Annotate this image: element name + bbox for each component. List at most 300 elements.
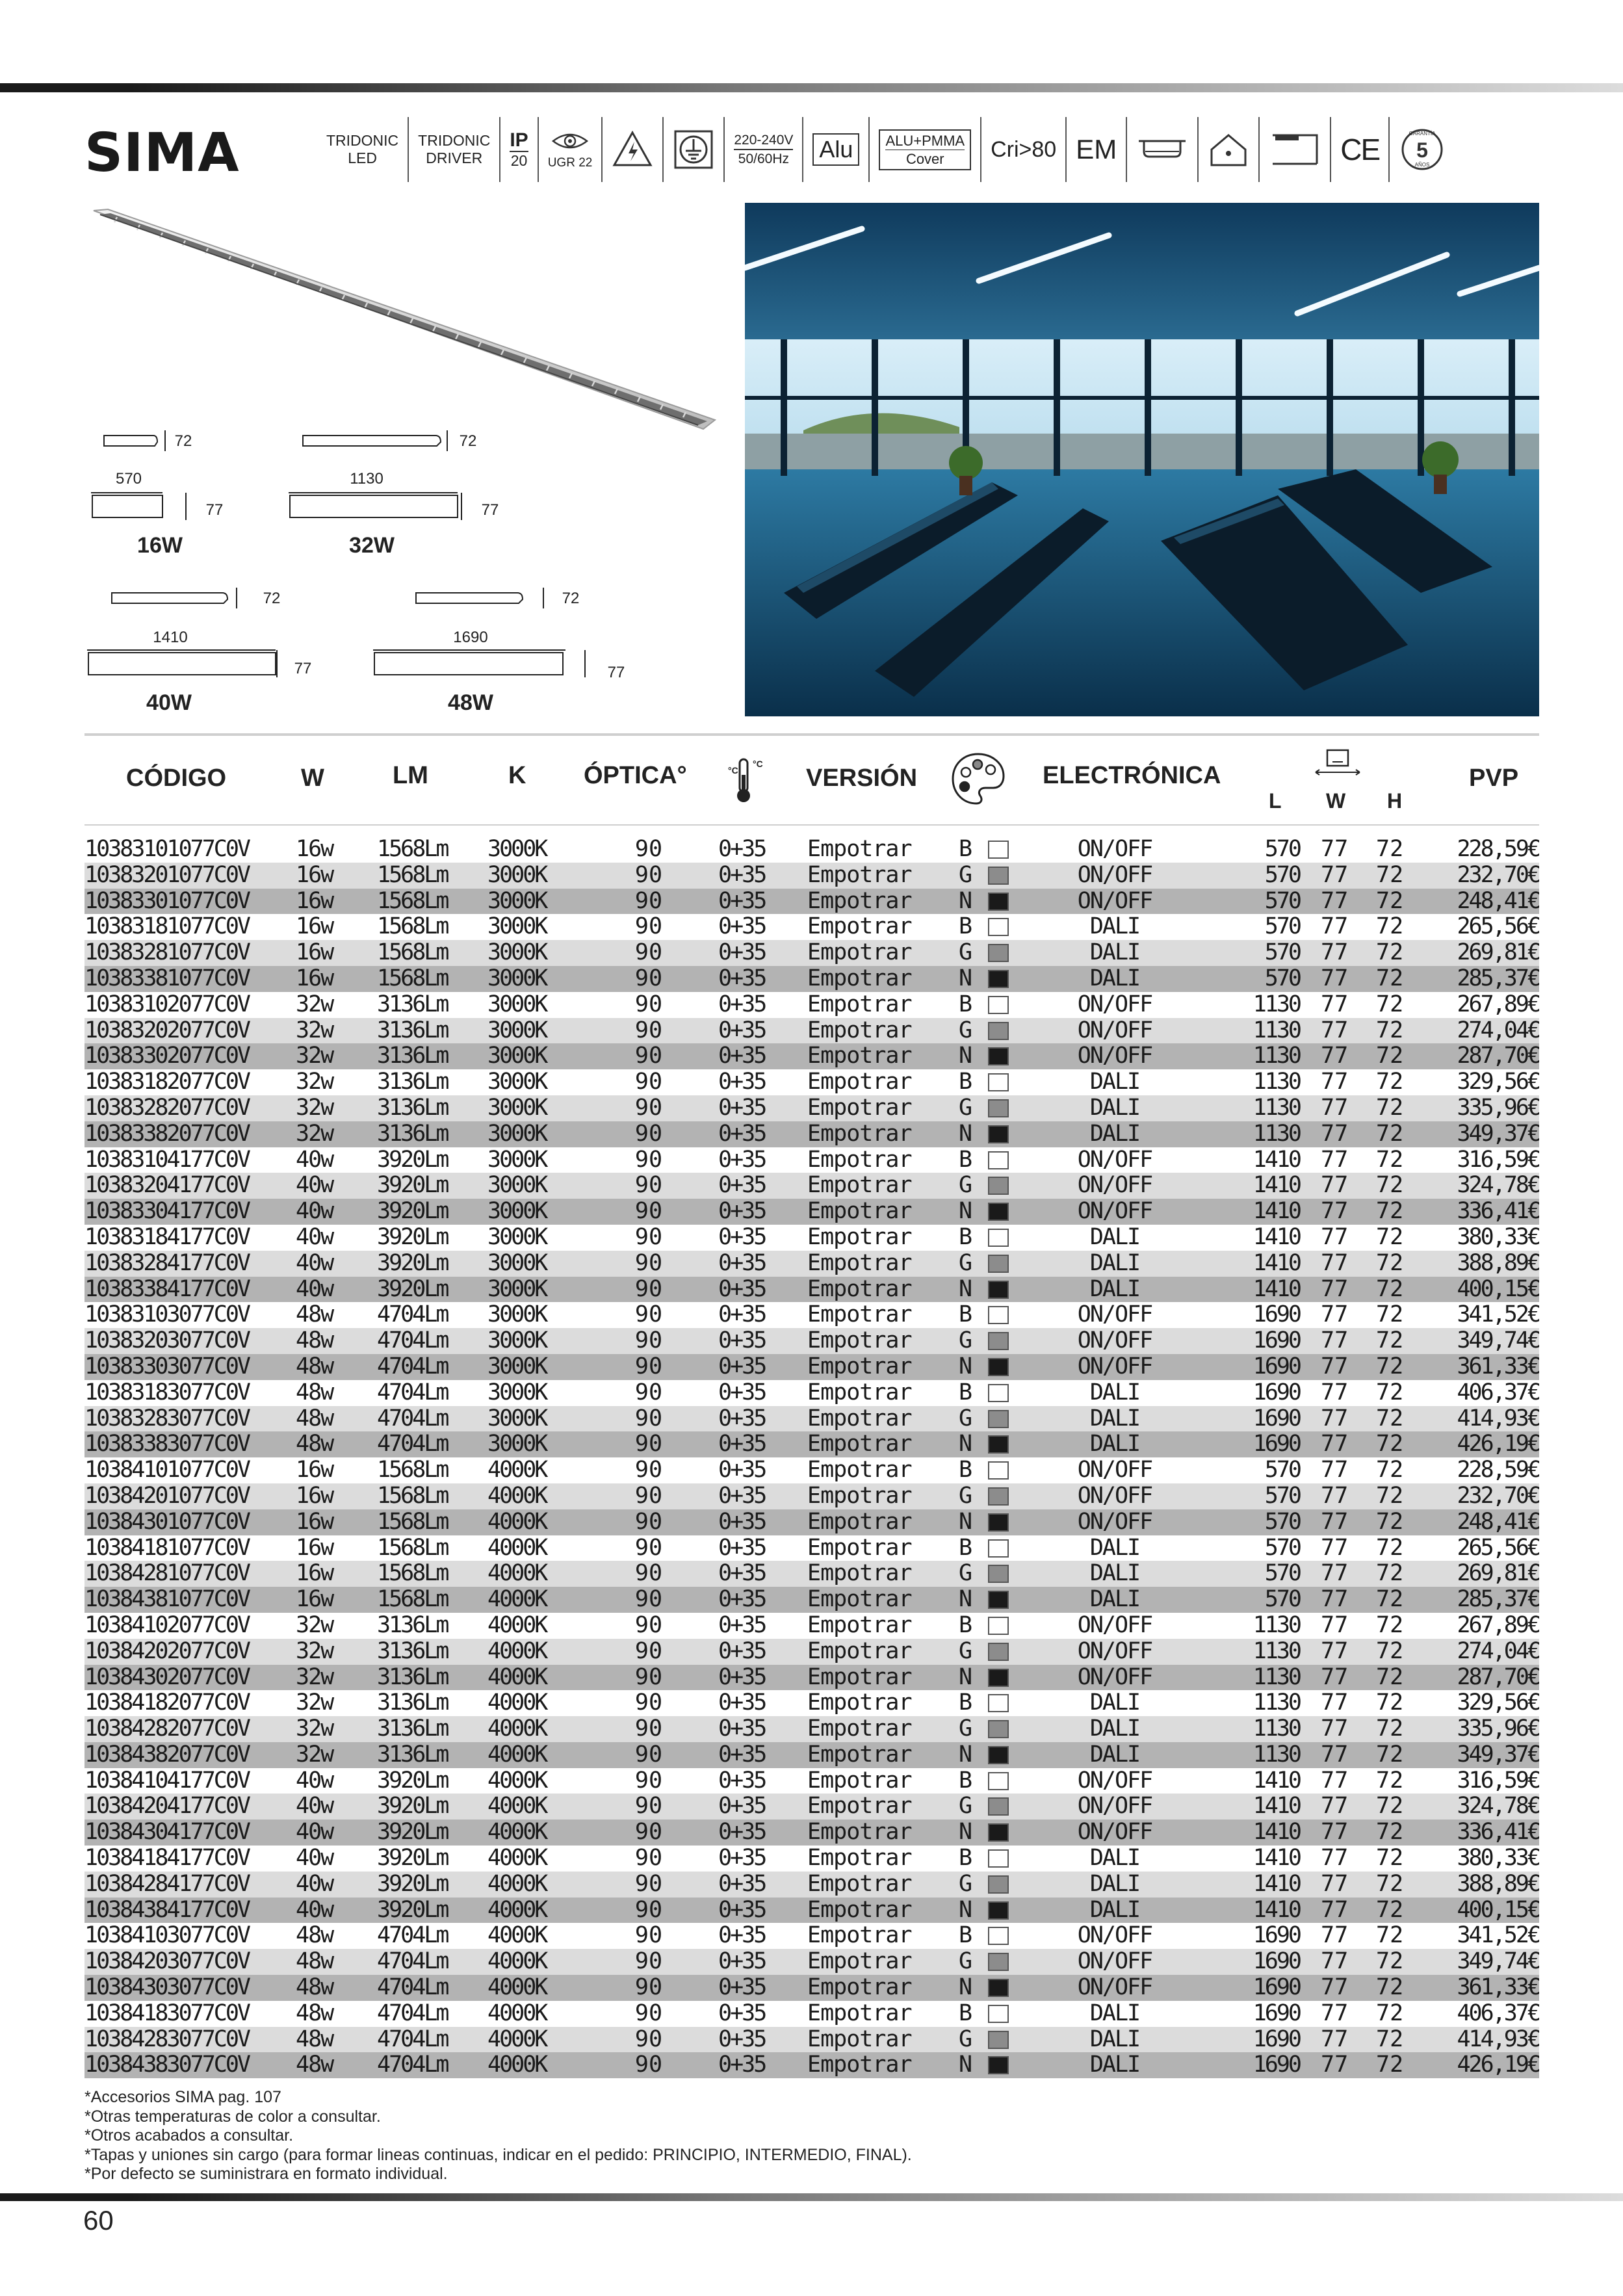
cell-optica: 90: [634, 913, 663, 940]
cell-codigo: 10384301077C0V: [84, 1508, 250, 1535]
cell-largo: 1130: [1253, 1094, 1300, 1121]
cell-potencia: 32w: [296, 1611, 333, 1638]
cell-electronica: DALI: [1089, 1405, 1140, 1431]
cell-potencia: 40w: [296, 1275, 333, 1302]
cell-acabado: B: [959, 1767, 973, 1794]
cell-pvp: 324,78€: [1457, 1172, 1539, 1199]
col-h: H: [1387, 789, 1403, 813]
table-row: [84, 1018, 1539, 1044]
cell-pvp: 267,89€: [1457, 991, 1539, 1017]
cell-codigo: 10383384177C0V: [84, 1275, 250, 1302]
cell-temperatura-color: 3000K: [487, 1172, 547, 1199]
cell-temperatura-color: 4000K: [487, 1793, 547, 1820]
cell-codigo: 10384202077C0V: [84, 1637, 250, 1664]
cell-ancho: 77: [1321, 1172, 1349, 1199]
finish-swatch: [988, 1435, 1009, 1454]
cell-codigo: 10384303077C0V: [84, 1974, 250, 2001]
cell-electronica: ON/OFF: [1077, 1948, 1152, 1975]
cell-ancho: 77: [1321, 1353, 1349, 1379]
cell-temperatura-color: 3000K: [487, 836, 547, 862]
cell-optica: 90: [634, 1715, 663, 1742]
cell-ancho: 77: [1321, 1249, 1349, 1276]
cell-alto: 72: [1376, 1146, 1404, 1173]
cell-alto: 72: [1376, 1249, 1404, 1276]
cell-ancho: 77: [1321, 1715, 1349, 1742]
cell-lumenes: 3920Lm: [377, 1845, 448, 1872]
cell-alto: 72: [1376, 1379, 1404, 1405]
cell-electronica: ON/OFF: [1077, 1043, 1152, 1069]
cell-acabado: N: [959, 887, 973, 914]
cell-lumenes: 4704Lm: [377, 1948, 448, 1975]
cell-codigo: 10384102077C0V: [84, 1611, 250, 1638]
cell-electronica: ON/OFF: [1077, 1637, 1152, 1664]
cell-ancho: 77: [1321, 1534, 1349, 1561]
cell-largo: 1130: [1253, 1715, 1300, 1742]
cell-acabado: G: [959, 1172, 973, 1199]
table-row: [84, 1302, 1539, 1328]
cell-largo: 1690: [1253, 1974, 1300, 2001]
cell-codigo: 10384204177C0V: [84, 1793, 250, 1820]
table-row: [84, 1716, 1539, 1742]
cell-potencia: 16w: [296, 887, 333, 914]
cell-codigo: 10384382077C0V: [84, 1741, 250, 1768]
cell-acabado: B: [959, 1379, 973, 1405]
finish-swatch: [988, 1539, 1009, 1558]
cell-lumenes: 1568Lm: [377, 836, 448, 862]
note-1: *Accesorios SIMA pag. 107: [84, 2088, 281, 2106]
cell-alto: 72: [1376, 1586, 1404, 1613]
cell-alto: 72: [1376, 1741, 1404, 1768]
cell-potencia: 32w: [296, 1715, 333, 1742]
cell-temperatura-color: 3000K: [487, 1249, 547, 1276]
cell-largo: 1690: [1253, 1301, 1300, 1328]
cell-alto: 72: [1376, 991, 1404, 1017]
cell-temperatura-ambiente: 0+35: [718, 1534, 766, 1561]
cell-ancho: 77: [1321, 1275, 1349, 1302]
cell-potencia: 16w: [296, 1586, 333, 1613]
cell-version: Empotrar: [807, 1172, 912, 1199]
cell-pvp: 285,37€: [1457, 1586, 1539, 1613]
cell-codigo: 10384182077C0V: [84, 1689, 250, 1716]
col-optica: ÓPTICA°: [584, 762, 687, 789]
cell-pvp: 414,93€: [1457, 2026, 1539, 2052]
finish-swatch: [988, 1099, 1009, 1117]
finish-swatch: [988, 1281, 1009, 1299]
table-row: [84, 1043, 1539, 1069]
cell-optica: 90: [634, 1767, 663, 1794]
cell-version: Empotrar: [807, 1560, 912, 1587]
cell-version: Empotrar: [807, 1327, 912, 1354]
cell-ancho: 77: [1321, 1120, 1349, 1147]
cell-acabado: G: [959, 861, 973, 888]
cell-lumenes: 3136Lm: [377, 991, 448, 1017]
dim-32w-power: 32W: [349, 533, 395, 558]
cell-potencia: 48w: [296, 1301, 333, 1328]
cell-acabado: G: [959, 1637, 973, 1664]
table-row: [84, 1069, 1539, 1095]
col-wd: W: [1326, 789, 1346, 813]
cell-lumenes: 3136Lm: [377, 1663, 448, 1690]
dim-40w-power: 40W: [146, 690, 192, 715]
finish-swatch: [988, 1875, 1009, 1894]
cell-potencia: 40w: [296, 1198, 333, 1225]
cell-version: Empotrar: [807, 1223, 912, 1250]
cell-acabado: N: [959, 1120, 973, 1147]
cell-temperatura-ambiente: 0+35: [718, 1560, 766, 1587]
cell-ancho: 77: [1321, 1379, 1349, 1405]
cell-electronica: DALI: [1089, 1896, 1140, 1923]
cell-lumenes: 4704Lm: [377, 1353, 448, 1379]
warning-triangle-icon: [612, 129, 653, 170]
cell-electronica: ON/OFF: [1077, 1611, 1152, 1638]
finish-swatch: [988, 1203, 1009, 1221]
cell-acabado: B: [959, 1301, 973, 1328]
cell-version: Empotrar: [807, 1948, 912, 1975]
cell-codigo: 10383282077C0V: [84, 1094, 250, 1121]
cell-largo: 1410: [1253, 1767, 1300, 1794]
table-row: [84, 1820, 1539, 1846]
cell-electronica: DALI: [1089, 1431, 1140, 1457]
cell-acabado: N: [959, 1275, 973, 1302]
cell-pvp: 287,70€: [1457, 1043, 1539, 1069]
cell-largo: 1130: [1253, 1017, 1300, 1043]
cell-electronica: DALI: [1089, 1094, 1140, 1121]
cell-ancho: 77: [1321, 1767, 1349, 1794]
cell-lumenes: 1568Lm: [377, 965, 448, 991]
cell-electronica: DALI: [1089, 1120, 1140, 1147]
cell-alto: 72: [1376, 2026, 1404, 2052]
tridonic-driver-line1: TRIDONIC: [418, 132, 491, 149]
cell-pvp: 349,74€: [1457, 1327, 1539, 1354]
table-row: [84, 2027, 1539, 2053]
cell-pvp: 267,89€: [1457, 1611, 1539, 1638]
cell-largo: 1410: [1253, 1198, 1300, 1225]
cell-temperatura-ambiente: 0+35: [718, 1663, 766, 1690]
svg-text:°C: °C: [728, 765, 738, 776]
cell-version: Empotrar: [807, 1896, 912, 1923]
cell-electronica: ON/OFF: [1077, 1482, 1152, 1509]
cell-acabado: N: [959, 2052, 973, 2078]
cell-alto: 72: [1376, 1870, 1404, 1897]
cell-optica: 90: [634, 1223, 663, 1250]
cell-optica: 90: [634, 1198, 663, 1225]
finish-swatch: [988, 1358, 1009, 1376]
cell-potencia: 32w: [296, 1017, 333, 1043]
tridonic-led-line2: LED: [348, 150, 377, 166]
cell-temperatura-color: 4000K: [487, 1663, 547, 1690]
finish-swatch: [988, 1410, 1009, 1428]
cell-codigo: 10384184177C0V: [84, 1845, 250, 1872]
cell-temperatura-color: 4000K: [487, 1948, 547, 1975]
cell-largo: 1130: [1253, 1741, 1300, 1768]
tridonic-driver-line2: DRIVER: [426, 150, 483, 166]
cell-largo: 1410: [1253, 1896, 1300, 1923]
cell-potencia: 48w: [296, 2026, 333, 2052]
cell-pvp: 380,33€: [1457, 1845, 1539, 1872]
cell-temperatura-color: 3000K: [487, 1405, 547, 1431]
cell-alto: 72: [1376, 2052, 1404, 2078]
cell-codigo: 10383181077C0V: [84, 913, 250, 940]
cell-version: Empotrar: [807, 836, 912, 862]
cell-electronica: ON/OFF: [1077, 1767, 1152, 1794]
dim-32w-length: 1130: [350, 470, 383, 488]
cell-codigo: 10383101077C0V: [84, 836, 250, 862]
house-icon: [1208, 130, 1249, 169]
cell-potencia: 48w: [296, 1974, 333, 2001]
note-3: *Otros acabados a consultar.: [84, 2126, 294, 2145]
cell-acabado: B: [959, 991, 973, 1017]
cell-largo: 1690: [1253, 1948, 1300, 1975]
cell-pvp: 248,41€: [1457, 1508, 1539, 1535]
cell-optica: 90: [634, 1741, 663, 1768]
cell-lumenes: 4704Lm: [377, 1379, 448, 1405]
cell-codigo: 10384203077C0V: [84, 1948, 250, 1975]
cell-optica: 90: [634, 1405, 663, 1431]
cell-lumenes: 3920Lm: [377, 1223, 448, 1250]
cell-alto: 72: [1376, 887, 1404, 914]
cell-temperatura-ambiente: 0+35: [718, 1922, 766, 1949]
electric-class-icon: [601, 117, 662, 182]
cell-pvp: 400,15€: [1457, 1275, 1539, 1302]
cell-potencia: 32w: [296, 1689, 333, 1716]
table-row: [84, 1561, 1539, 1587]
cell-lumenes: 4704Lm: [377, 1405, 448, 1431]
cell-alto: 72: [1376, 1689, 1404, 1716]
cell-alto: 72: [1376, 1301, 1404, 1328]
cell-codigo: 10383284177C0V: [84, 1249, 250, 1276]
finish-swatch: [988, 841, 1009, 859]
dim-40w-length: 1410: [153, 629, 188, 646]
cell-electronica: DALI: [1089, 2026, 1140, 2052]
cell-optica: 90: [634, 1586, 663, 1613]
table-row: [84, 1794, 1539, 1820]
col-lm: LM: [393, 762, 428, 789]
cell-electronica: ON/OFF: [1077, 861, 1152, 888]
cell-acabado: G: [959, 1017, 973, 1043]
cell-ancho: 77: [1321, 939, 1349, 966]
cell-ancho: 77: [1321, 1482, 1349, 1509]
finish-swatch: [988, 2056, 1009, 2074]
voltage-line2: 50/60Hz: [738, 151, 789, 166]
table-row: [84, 1095, 1539, 1121]
cell-potencia: 32w: [296, 1637, 333, 1664]
cell-acabado: G: [959, 1327, 973, 1354]
cell-ancho: 77: [1321, 965, 1349, 991]
col-electronica: ELECTRÓNICA: [1043, 762, 1221, 789]
cell-lumenes: 1568Lm: [377, 1534, 448, 1561]
cell-pvp: 232,70€: [1457, 1482, 1539, 1509]
cell-alto: 72: [1376, 1922, 1404, 1949]
dimension-48w: [373, 588, 625, 715]
table-row: [84, 1846, 1539, 1872]
finish-swatch: [988, 2005, 1009, 2023]
cell-ancho: 77: [1321, 1689, 1349, 1716]
cell-temperatura-color: 4000K: [487, 1767, 547, 1794]
cell-codigo: 10384383077C0V: [84, 2052, 250, 2078]
cell-alto: 72: [1376, 1405, 1404, 1431]
cell-version: Empotrar: [807, 1198, 912, 1225]
cell-largo: 1690: [1253, 2026, 1300, 2052]
cell-version: Empotrar: [807, 1353, 912, 1379]
cell-optica: 90: [634, 1611, 663, 1638]
cell-electronica: DALI: [1089, 1069, 1140, 1095]
cell-alto: 72: [1376, 1845, 1404, 1872]
cell-electronica: ON/OFF: [1077, 1017, 1152, 1043]
cell-pvp: 274,04€: [1457, 1017, 1539, 1043]
table-row: [84, 2052, 1539, 2078]
cell-largo: 570: [1264, 1560, 1300, 1587]
cell-alto: 72: [1376, 1353, 1404, 1379]
cell-temperatura-color: 4000K: [487, 1560, 547, 1587]
cell-acabado: B: [959, 1689, 973, 1716]
em-icon: [1065, 117, 1126, 182]
cell-temperatura-color: 4000K: [487, 1715, 547, 1742]
cell-largo: 1690: [1253, 1379, 1300, 1405]
cell-ancho: 77: [1321, 1637, 1349, 1664]
cell-version: Empotrar: [807, 1974, 912, 2001]
cell-lumenes: 3920Lm: [377, 1249, 448, 1276]
cell-codigo: 10383304177C0V: [84, 1198, 250, 1225]
table-row: [84, 1768, 1539, 1794]
cell-temperatura-ambiente: 0+35: [718, 1379, 766, 1405]
cell-lumenes: 4704Lm: [377, 1922, 448, 1949]
cell-acabado: N: [959, 1974, 973, 2001]
cell-version: Empotrar: [807, 1611, 912, 1638]
cell-temperatura-ambiente: 0+35: [718, 991, 766, 1017]
cell-acabado: B: [959, 1534, 973, 1561]
dim-48w-length: 1690: [453, 629, 488, 646]
ugr-eye-icon: [538, 117, 602, 182]
cell-temperatura-color: 4000K: [487, 1457, 547, 1483]
cell-potencia: 40w: [296, 1870, 333, 1897]
cell-pvp: 228,59€: [1457, 1457, 1539, 1483]
finish-swatch: [988, 1461, 1009, 1480]
cell-version: Empotrar: [807, 1094, 912, 1121]
cell-acabado: N: [959, 1353, 973, 1379]
cell-optica: 90: [634, 2052, 663, 2078]
cell-codigo: 10383201077C0V: [84, 861, 250, 888]
cell-codigo: 10384384177C0V: [84, 1896, 250, 1923]
table-row: [84, 1923, 1539, 1949]
cell-acabado: B: [959, 913, 973, 940]
cell-optica: 90: [634, 991, 663, 1017]
cell-acabado: G: [959, 1560, 973, 1587]
cell-temperatura-color: 3000K: [487, 1043, 547, 1069]
cell-temperatura-ambiente: 0+35: [718, 1819, 766, 1846]
cell-electronica: ON/OFF: [1077, 1819, 1152, 1846]
cell-optica: 90: [634, 1353, 663, 1379]
cell-temperatura-color: 3000K: [487, 1120, 547, 1147]
cell-version: Empotrar: [807, 1819, 912, 1846]
cell-version: Empotrar: [807, 2052, 912, 2078]
cell-lumenes: 1568Lm: [377, 1508, 448, 1535]
cell-optica: 90: [634, 1120, 663, 1147]
cell-lumenes: 3136Lm: [377, 1094, 448, 1121]
tridonic-led-icon: [317, 117, 408, 182]
cell-ancho: 77: [1321, 2000, 1349, 2026]
cell-acabado: B: [959, 1146, 973, 1173]
cell-lumenes: 1568Lm: [377, 861, 448, 888]
cell-potencia: 16w: [296, 1560, 333, 1587]
cell-alto: 72: [1376, 836, 1404, 862]
cell-pvp: 329,56€: [1457, 1689, 1539, 1716]
cell-version: Empotrar: [807, 1301, 912, 1328]
cell-alto: 72: [1376, 1637, 1404, 1664]
cell-alto: 72: [1376, 913, 1404, 940]
finish-swatch: [988, 893, 1009, 911]
cell-largo: 1410: [1253, 1249, 1300, 1276]
cell-largo: 1690: [1253, 2052, 1300, 2078]
cell-temperatura-ambiente: 0+35: [718, 1405, 766, 1431]
cell-largo: 570: [1264, 861, 1300, 888]
em-label: EM: [1076, 134, 1117, 164]
cell-codigo: 10384101077C0V: [84, 1457, 250, 1483]
cell-largo: 1130: [1253, 1611, 1300, 1638]
cell-largo: 1130: [1253, 1637, 1300, 1664]
cell-temperatura-color: 4000K: [487, 1845, 547, 1872]
cell-codigo: 10384304177C0V: [84, 1819, 250, 1846]
cell-temperatura-color: 3000K: [487, 1223, 547, 1250]
finish-swatch: [988, 1073, 1009, 1091]
cell-largo: 1410: [1253, 1793, 1300, 1820]
cell-potencia: 40w: [296, 1249, 333, 1276]
cell-temperatura-ambiente: 0+35: [718, 2000, 766, 2026]
cell-ancho: 77: [1321, 1663, 1349, 1690]
cell-potencia: 32w: [296, 1120, 333, 1147]
cell-largo: 1130: [1253, 1689, 1300, 1716]
cell-codigo: 10383204177C0V: [84, 1172, 250, 1199]
cell-codigo: 10383303077C0V: [84, 1353, 250, 1379]
cell-ancho: 77: [1321, 2026, 1349, 2052]
dim-48w-height: 72: [562, 590, 580, 607]
cell-temperatura-color: 3000K: [487, 1275, 547, 1302]
cell-version: Empotrar: [807, 1793, 912, 1820]
cell-lumenes: 4704Lm: [377, 1301, 448, 1328]
cell-acabado: G: [959, 2026, 973, 2052]
cell-version: Empotrar: [807, 1508, 912, 1535]
cell-potencia: 32w: [296, 1663, 333, 1690]
cell-alto: 72: [1376, 1431, 1404, 1457]
cell-largo: 1130: [1253, 1663, 1300, 1690]
thermometer-icon: [721, 754, 767, 813]
cell-potencia: 48w: [296, 1327, 333, 1354]
cell-largo: 570: [1264, 836, 1300, 862]
cell-largo: 570: [1264, 1482, 1300, 1509]
cell-acabado: N: [959, 1431, 973, 1457]
col-w: W: [301, 764, 324, 792]
cell-lumenes: 1568Lm: [377, 1482, 448, 1509]
cell-lumenes: 3920Lm: [377, 1896, 448, 1923]
material-icon: [802, 117, 868, 182]
cell-optica: 90: [634, 1689, 663, 1716]
finish-swatch: [988, 867, 1009, 885]
cell-lumenes: 1568Lm: [377, 1586, 448, 1613]
cover-line2: Cover: [905, 150, 944, 167]
cell-potencia: 16w: [296, 1482, 333, 1509]
cell-version: Empotrar: [807, 1715, 912, 1742]
cell-temperatura-ambiente: 0+35: [718, 1146, 766, 1173]
cell-lumenes: 3920Lm: [377, 1275, 448, 1302]
cell-pvp: 316,59€: [1457, 1146, 1539, 1173]
cell-ancho: 77: [1321, 861, 1349, 888]
cell-optica: 90: [634, 1482, 663, 1509]
cell-temperatura-color: 4000K: [487, 1689, 547, 1716]
cell-potencia: 32w: [296, 991, 333, 1017]
cell-temperatura-ambiente: 0+35: [718, 1793, 766, 1820]
finish-swatch: [988, 918, 1009, 936]
cell-acabado: B: [959, 1457, 973, 1483]
cell-temperatura-ambiente: 0+35: [718, 1689, 766, 1716]
